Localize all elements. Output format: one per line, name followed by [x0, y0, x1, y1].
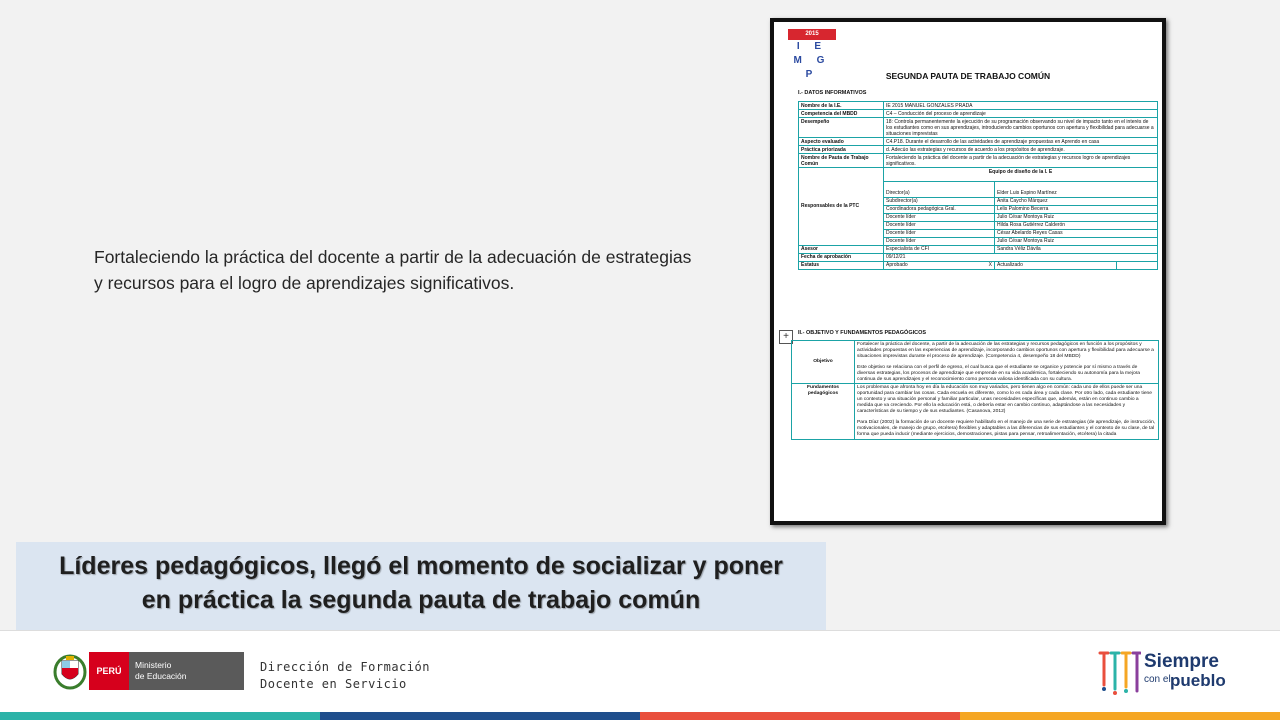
estatus-mark: X — [988, 262, 992, 268]
row-key: Nombre de la I.E. — [799, 102, 884, 110]
row-value: IE 2015 MANUEL GONZALES PRADA — [884, 102, 1158, 110]
row-key: Nombre de Pauta de Trabajo Común — [799, 154, 884, 168]
equipo-rol: Subdirector(a) — [884, 197, 995, 205]
equipo-nombre: Julio César Montoya Ruiz — [995, 237, 1158, 245]
peru-coat-of-arms-icon — [53, 652, 87, 690]
table-row — [799, 146, 1158, 154]
equipo-nombre: Julio César Montoya Ruiz — [995, 213, 1158, 221]
row-key: Estatus — [799, 261, 884, 269]
table-row — [799, 138, 1158, 146]
row-key: Práctica priorizada — [799, 146, 884, 154]
ministerio-line-1: Ministerio — [135, 660, 172, 670]
estatus-actualizado: Actualizado — [995, 261, 1117, 269]
equipo-rol: Docente líder — [884, 221, 995, 229]
asesor-nombre: Sandra Véliz Dávila — [995, 245, 1158, 253]
table-row — [799, 102, 1158, 110]
document-image — [770, 18, 1166, 525]
logo-year: 2015 — [788, 29, 836, 40]
section-objetivo-title: II.- OBJETIVO Y FUNDAMENTOS PEDAGÓGICOS — [798, 330, 927, 336]
headline-line-1: Líderes pedagógicos, llegó el momento de socializar y poner — [59, 552, 783, 580]
responsables-label: Responsables de la PTC — [799, 168, 884, 246]
headline-banner — [16, 542, 826, 630]
equipo-nombre: Lelis Palomino Becerra — [995, 205, 1158, 213]
table-row — [799, 261, 1158, 269]
intro-paragraph: Fortaleciendo la práctica del docente a partir de la adecuación de estrategias y recursos para el logro de aprendizajes significativos. — [94, 247, 692, 293]
footer-stripe-red — [640, 712, 960, 720]
datos-table — [798, 101, 1158, 270]
siempre-text: Siempre — [1144, 651, 1219, 672]
people-figures-icon — [1097, 649, 1141, 695]
equipo-nombre: Anita Caycho Márquez — [995, 197, 1158, 205]
siempre-con-el-pueblo-logo — [1097, 647, 1247, 697]
direccion-line-2: Docente en Servicio — [260, 677, 407, 691]
logo-letters-bottom: M G P — [793, 55, 831, 80]
fecha-value: 09/12/21 — [884, 253, 1158, 261]
row-value: d. Adecúo las estrategias y recursos de acuerdo a los propósitos de aprendizaje. — [884, 146, 1158, 154]
row-key: Aspecto evaluado — [799, 138, 884, 146]
objetivo-content — [855, 341, 1159, 384]
equipo-nombre: Elder Luis Espino Martínez — [995, 182, 1158, 198]
pueblo-text: pueblo — [1170, 671, 1226, 690]
equipo-rol: Docente líder — [884, 237, 995, 245]
row-value: C4 – Conducción del proceso de aprendizaje — [884, 110, 1158, 118]
table-row — [799, 110, 1158, 118]
fundamentos-label: Fundamentos pedagógicos — [792, 384, 855, 439]
document-title: SEGUNDA PAUTA DE TRABAJO COMÚN — [885, 71, 1051, 81]
equipo-nombre: César Abelardo Reyes Casas — [995, 229, 1158, 237]
objetivo-table — [791, 340, 1159, 440]
estatus-aprobado: Aprobado — [886, 262, 908, 268]
equipo-rol: Docente líder — [884, 229, 995, 237]
row-key: Desempeño — [799, 118, 884, 138]
table-row — [799, 154, 1158, 168]
ministerio-label — [129, 652, 244, 690]
table-row — [792, 341, 1159, 384]
row-key: Asesor — [799, 245, 884, 253]
table-row — [799, 118, 1158, 138]
table-row — [799, 253, 1158, 261]
row-value: C4.P18. Durante el desarrollo de las actividades de aprendizaje propuestas en Aprendo en casa — [884, 138, 1158, 146]
objetivo-paragraph-2: Este objetivo se relaciona con el perfil de egreso, el cual busca que el estudiante se organice y potencie por sí mismo a través de diversas estrategias, los procesos de aprendizaje que emprende en su vida académica, fortaleciendo su autonomía para la mejora continua de sus aprendizajes y el reconocimiento como persona valiosa identificada con su cultura. — [857, 364, 1141, 382]
row-key: Fecha de aprobación — [799, 253, 884, 261]
section-datos-title: I.- DATOS INFORMATIVOS — [798, 90, 867, 96]
footer-stripe-orange — [960, 712, 1280, 720]
school-logo — [788, 29, 836, 80]
fundamentos-content — [855, 384, 1159, 439]
row-key: Competencia del MBDD — [799, 110, 884, 118]
equipo-header: Equipo de diseño de la I. E — [884, 168, 1158, 182]
asesor-rol: Especialista de CFI — [884, 245, 995, 253]
row-value: Fortaleciendo la práctica del docente a partir de la adecuación de estrategias y recursos logro de aprendizajes significativos. — [884, 154, 1158, 168]
equipo-rol: Coordinadora pedagógica Gral. — [884, 205, 995, 213]
table-row — [799, 245, 1158, 253]
table-row — [792, 384, 1159, 439]
equipo-nombre: Hilda Rosa Gutiérrez Calderón — [995, 221, 1158, 229]
direccion-label — [260, 659, 430, 693]
row-value: 18: Controla permanentemente la ejecución de su programación observando su nivel de impacto tanto en el interés de los estudiantes como en sus aprendizajes, introduciendo cambios oportunos con apertura y flexibilidad para adecuarse a situaciones imprevistas — [884, 118, 1158, 138]
equipo-rol: Director(a) — [884, 182, 995, 198]
headline-text — [16, 549, 826, 617]
table-row — [799, 168, 1158, 182]
estatus-empty — [1117, 261, 1158, 269]
peru-label: PERÚ — [89, 652, 129, 690]
footer-stripe-blue — [320, 712, 640, 720]
ministerio-line-2: de Educación — [135, 671, 187, 681]
logo-letters-top: I E — [796, 41, 828, 52]
objetivo-label: Objetivo — [792, 341, 855, 384]
direccion-line-1: Dirección de Formación — [260, 660, 430, 674]
footer-stripe-teal — [0, 712, 320, 720]
fundamentos-paragraph-1: Los problemas que afronta hoy en día la educación son muy variados, pero tienen algo en común: cada uno de ellos puede ser una oportunidad para cambiar las cosas. Cada escuela es diferente, como lo es cada área y cada clase. Por otro lado, cada estudiante tiene un contexto y una situación personal y familiar particular, unas necesidades específicas que, además, están en continuo cambio a medida que va creciendo. Por ello la educación está, o debería estar en cambio continuo, adaptándose a las necesidades y características de su tiempo y de sus estudiantes. (Casanova, 2012) — [857, 385, 1152, 415]
footer — [0, 630, 1280, 713]
objetivo-paragraph-1: Fortalecer la práctica del docente, a partir de la adecuación de las estrategias y recursos pedagógicos en función a los propósitos y actividades propuestas en las experiencias de aprendizaje, incorporando cambios oportunos con apertura y flexibilidad para adecuarse a situaciones imprevistas durante el proceso de aprendizaje. (Competencia 4, desempeño 18 del MBDD) — [857, 342, 1154, 359]
estatus-aprobado-cell — [884, 261, 995, 269]
fundamentos-paragraph-2: Para Díaz (2002) la formación de un docente requiere habilitarlo en el manejo de una serie de estrategias (de aprendizaje, de instrucción, motivacionales, de manejo de grupo, etcétera) flexibles y adaptables a las diferencias de sus estudiantes y el contexto de su clase, de tal forma que pueda inducir (mediante ejercicios, demostraciones, pistas para pensar, retroalimentación, etcétera) la citada — [857, 419, 1156, 437]
headline-line-2: en práctica la segunda pauta de trabajo común — [141, 586, 701, 614]
con-el-text: con el — [1144, 674, 1171, 685]
document-page — [774, 22, 1162, 521]
logo-letters — [788, 40, 836, 80]
table-move-handle-icon[interactable]: + — [779, 330, 793, 344]
equipo-rol: Docente líder — [884, 213, 995, 221]
